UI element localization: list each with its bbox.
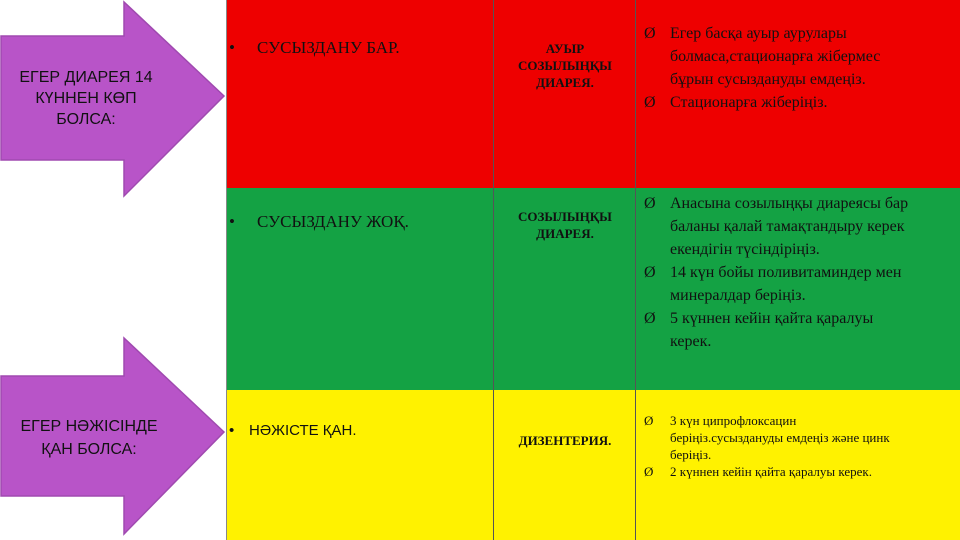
arrow-bullet-icon: Ø — [644, 310, 656, 327]
table-row-persistent — [227, 188, 960, 391]
item-line: 5 күннен кейін қайта қаралуы — [670, 310, 874, 327]
item-line: 14 күн бойы поливитаминдер мен — [670, 264, 902, 281]
bullet-dot: • — [229, 212, 235, 231]
list-item — [640, 91, 960, 114]
arrow-bullet-icon: Ø — [644, 464, 654, 479]
diagnosis-text — [494, 208, 636, 242]
treatment-cell — [635, 0, 960, 188]
diagnosis-line: ДИАРЕЯ. — [536, 75, 594, 90]
arrow-bullet-icon: Ø — [644, 413, 654, 428]
diagnosis-line: СОЗЫЛЫҢҚЫ — [518, 209, 612, 224]
table-row-severe — [227, 0, 960, 189]
item-line: беріңіз. — [670, 447, 712, 462]
diarrhea-classification-table — [226, 0, 960, 540]
arrow-diarrhea-14-days — [0, 0, 226, 200]
condition-text: СУСЫЗДАНУ БАР. — [257, 38, 400, 57]
item-line: 3 күн ципрофлоксацин — [670, 413, 797, 428]
condition-text: СУСЫЗДАНУ ЖОҚ. — [257, 212, 409, 231]
arrow-blood-in-stool — [0, 334, 226, 540]
item-line: бұрын сусыздануды емдеңіз. — [670, 71, 866, 88]
arrow-label-2: ЕГЕР НӘЖІСІНДЕ ҚАН БОЛСА: — [20, 418, 158, 458]
table-row-dysentery — [227, 390, 960, 540]
item-line: 2 күннен кейін қайта қаралуы керек. — [670, 464, 872, 479]
item-line: минералдар беріңіз. — [670, 287, 806, 304]
treatment-cell — [635, 390, 960, 540]
list-item — [640, 192, 960, 261]
arrow-bullet-icon: Ø — [644, 195, 656, 212]
item-line: Анасына созылыңқы диареясы бар — [670, 195, 909, 212]
item-line: беріңіз.сусыздануды емдеңіз және цинк — [670, 430, 890, 445]
diagnosis-line: ДИЗЕНТЕРИЯ. — [518, 433, 612, 448]
list-item — [640, 463, 960, 480]
item-line: екендігін түсіндіріңіз. — [670, 241, 820, 258]
condition-cell — [227, 0, 493, 188]
arrow-bullet-icon: Ø — [644, 94, 656, 111]
treatment-list — [640, 22, 960, 114]
diagnosis-cell — [493, 0, 635, 188]
item-line: болмаса,стационарға жібермес — [670, 48, 881, 65]
arrow-bullet-icon: Ø — [644, 25, 656, 42]
arrow-bullet-icon: Ø — [644, 264, 656, 281]
diagnosis-cell — [493, 390, 635, 540]
treatment-cell — [635, 188, 960, 390]
treatment-list — [640, 192, 960, 353]
item-line: Стационарға жіберіңіз. — [670, 94, 828, 111]
item-line: баланы қалай тамақтандыру керек — [670, 218, 905, 235]
diagnosis-cell — [493, 188, 635, 390]
diagnosis-text — [494, 432, 636, 449]
bullet-dot: • — [229, 38, 235, 57]
diagnosis-line: СОЗЫЛЫҢҚЫ — [518, 58, 612, 73]
condition-cell — [227, 188, 493, 390]
list-item — [640, 261, 960, 307]
diagnosis-line: АУЫР — [545, 41, 585, 56]
condition-cell — [227, 390, 493, 540]
diagnosis-text — [494, 40, 636, 91]
item-line: Егер басқа ауыр аурулары — [670, 25, 847, 42]
condition-text: НӘЖІСТЕ ҚАН. — [249, 422, 357, 439]
diagnosis-line: ДИАРЕЯ. — [536, 226, 594, 241]
arrow-label-1: ЕГЕР ДИАРЕЯ 14 КҮННЕН КӨП БОЛСА: — [19, 68, 153, 128]
treatment-list — [640, 412, 960, 480]
list-item — [640, 22, 960, 91]
list-item — [640, 412, 960, 463]
bullet-dot: • — [229, 422, 235, 439]
item-line: керек. — [670, 333, 712, 350]
list-item — [640, 307, 960, 353]
